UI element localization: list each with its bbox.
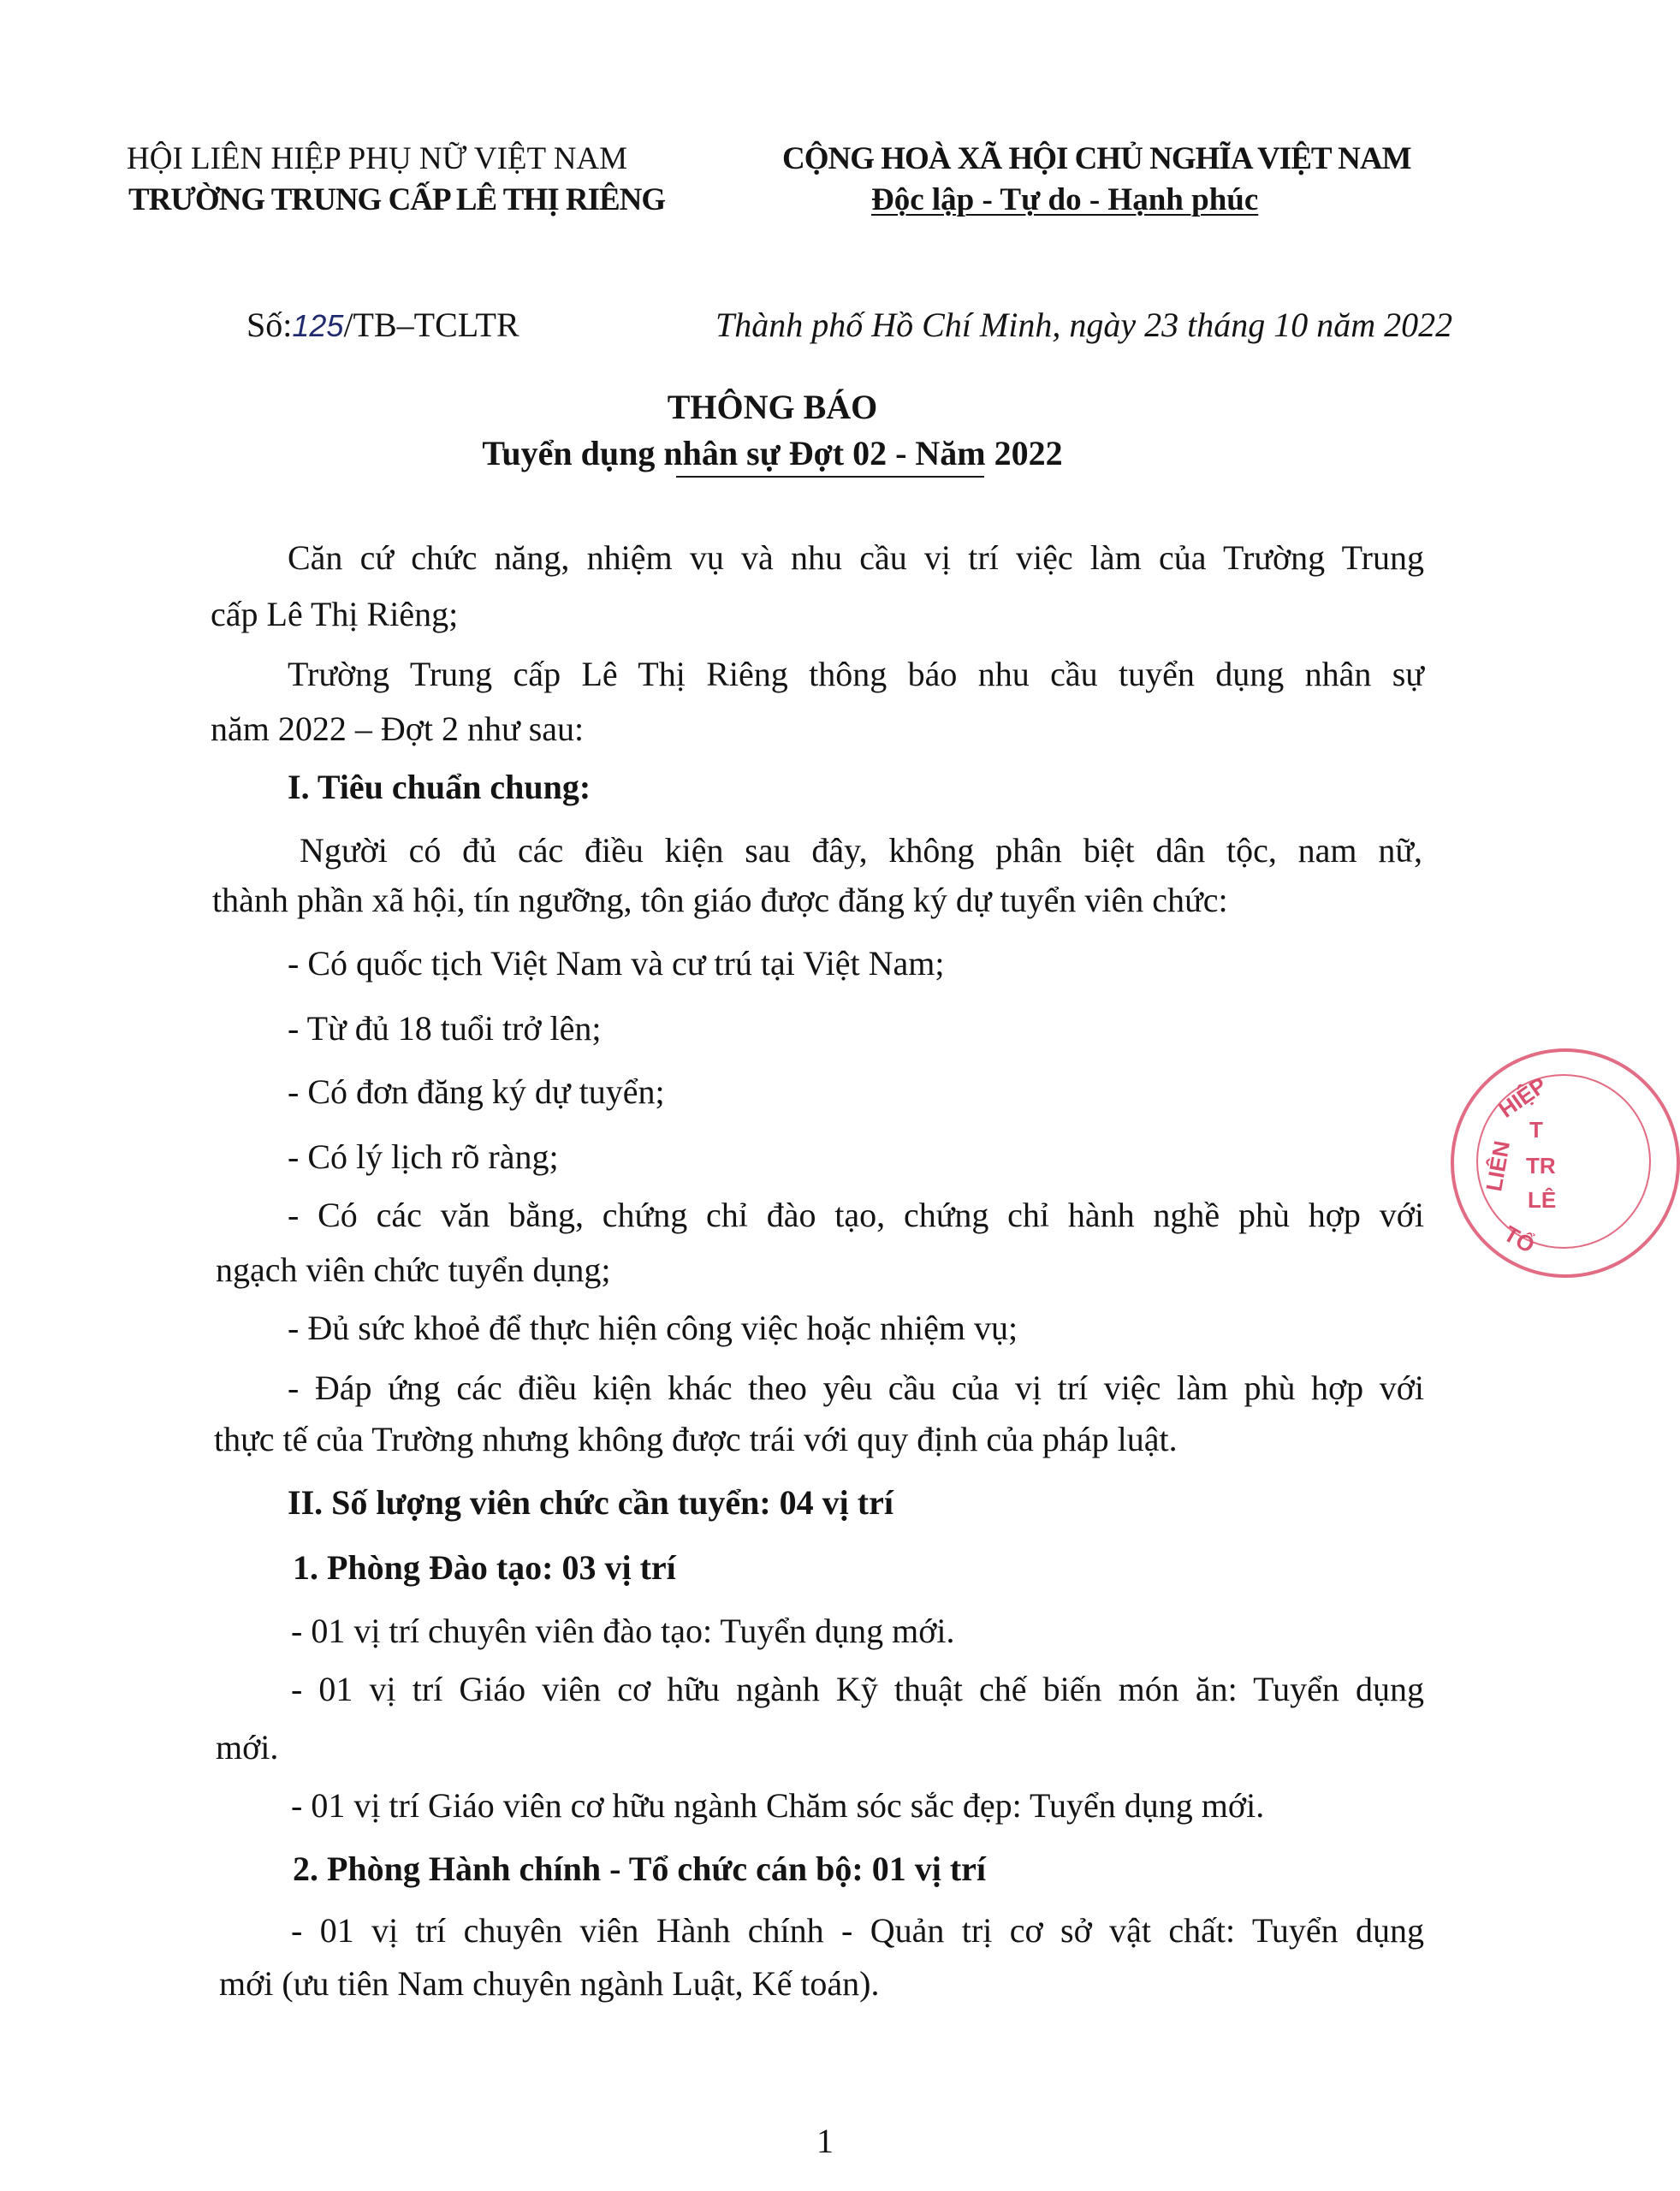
training-position-2-line-1: - 01 vị trí Giáo viên cơ hữu ngành Kỹ thuật chế biến món ăn: Tuyển dụng bbox=[291, 1670, 1424, 1708]
criterion-7-line-1: - Đáp ứng các điều kiện khác theo yêu cầu của vị trí việc làm phù hợp với bbox=[288, 1369, 1424, 1407]
document-subtitle: Tuyển dụng nhân sự Đợt 02 - Năm 2022 bbox=[482, 434, 1063, 472]
admin-position-line-2: mới (ưu tiên Nam chuyên ngành Luật, Kế toán). bbox=[219, 1964, 880, 2003]
stamp-text-5: LÊ bbox=[1528, 1187, 1557, 1213]
criterion-4: - Có lý lịch rõ ràng; bbox=[288, 1137, 559, 1176]
section-2-2-heading: 2. Phòng Hành chính - Tổ chức cán bộ: 01 vị trí bbox=[293, 1850, 987, 1888]
stamp-text-3: T bbox=[1529, 1117, 1543, 1143]
number-suffix: /TB–TCLTR bbox=[343, 306, 519, 344]
paragraph-2-line-1: Trường Trung cấp Lê Thị Riêng thông báo nhu cầu tuyển dụng nhân sự bbox=[288, 655, 1424, 693]
criterion-5-line-2: ngạch viên chức tuyển dụng; bbox=[216, 1250, 611, 1289]
stamp-text-4: TR bbox=[1526, 1153, 1556, 1179]
national-title: CỘNG HOÀ XÃ HỘI CHỦ NGHĨA VIỆT NAM bbox=[782, 141, 1411, 176]
criterion-1: - Có quốc tịch Việt Nam và cư trú tại Việt Nam; bbox=[288, 944, 945, 983]
place-date: Thành phố Hồ Chí Minh, ngày 23 tháng 10 năm 2022 bbox=[715, 306, 1453, 344]
document-title: THÔNG BÁO bbox=[667, 388, 878, 426]
number-prefix: Số: bbox=[246, 306, 293, 344]
official-stamp bbox=[1451, 1048, 1680, 1278]
criterion-2: - Từ đủ 18 tuổi trở lên; bbox=[288, 1009, 602, 1048]
paragraph-3-line-1: Người có đủ các điều kiện sau đây, không phân biệt dân tộc, nam nữ, bbox=[300, 831, 1422, 870]
handwritten-number: 125 bbox=[292, 308, 344, 343]
org-name: TRƯỜNG TRUNG CẤP LÊ THỊ RIÊNG bbox=[128, 182, 666, 217]
training-position-3: - 01 vị trí Giáo viên cơ hữu ngành Chăm sóc sắc đẹp: Tuyển dụng mới. bbox=[291, 1786, 1265, 1825]
section-1-heading: I. Tiêu chuẩn chung: bbox=[288, 768, 591, 806]
training-position-2-line-2: mới. bbox=[216, 1728, 279, 1766]
criterion-6: - Đủ sức khoẻ để thực hiện công việc hoặc nhiệm vụ; bbox=[288, 1309, 1018, 1347]
page-number: 1 bbox=[816, 2122, 834, 2160]
stamp-text-6: TỔ bbox=[1499, 1220, 1540, 1259]
stamp-text-2: HIỆP bbox=[1493, 1072, 1552, 1123]
national-motto: Độc lập - Tự do - Hạnh phúc bbox=[871, 182, 1259, 217]
criterion-3: - Có đơn đăng ký dự tuyển; bbox=[288, 1072, 665, 1111]
paragraph-2-line-2: năm 2022 – Đợt 2 như sau: bbox=[211, 710, 585, 748]
paragraph-1-line-2: cấp Lê Thị Riêng; bbox=[211, 595, 459, 633]
section-2-heading: II. Số lượng viên chức cần tuyển: 04 vị trí bbox=[288, 1483, 893, 1522]
paragraph-1-line-1: Căn cứ chức năng, nhiệm vụ và nhu cầu vị trí việc làm của Trường Trung bbox=[288, 538, 1424, 577]
section-2-1-heading: 1. Phòng Đào tạo: 03 vị trí bbox=[293, 1548, 676, 1587]
paragraph-3-line-2: thành phần xã hội, tín ngưỡng, tôn giáo được đăng ký dự tuyển viên chức: bbox=[212, 881, 1228, 919]
document-number bbox=[246, 305, 519, 347]
criterion-5-line-1: - Có các văn bằng, chứng chỉ đào tạo, chứng chỉ hành nghề phù hợp với bbox=[288, 1196, 1424, 1234]
admin-position-line-1: - 01 vị trí chuyên viên Hành chính - Quản trị cơ sở vật chất: Tuyển dụng bbox=[291, 1911, 1424, 1950]
title-underline bbox=[676, 476, 984, 478]
criterion-7-line-2: thực tế của Trường nhưng không được trái với quy định của pháp luật. bbox=[214, 1420, 1178, 1458]
stamp-text-1: LIÊN bbox=[1481, 1138, 1516, 1194]
org-parent: HỘI LIÊN HIỆP PHỤ NỮ VIỆT NAM bbox=[127, 141, 628, 176]
training-position-1: - 01 vị trí chuyên viên đào tạo: Tuyển dụng mới. bbox=[291, 1612, 955, 1650]
